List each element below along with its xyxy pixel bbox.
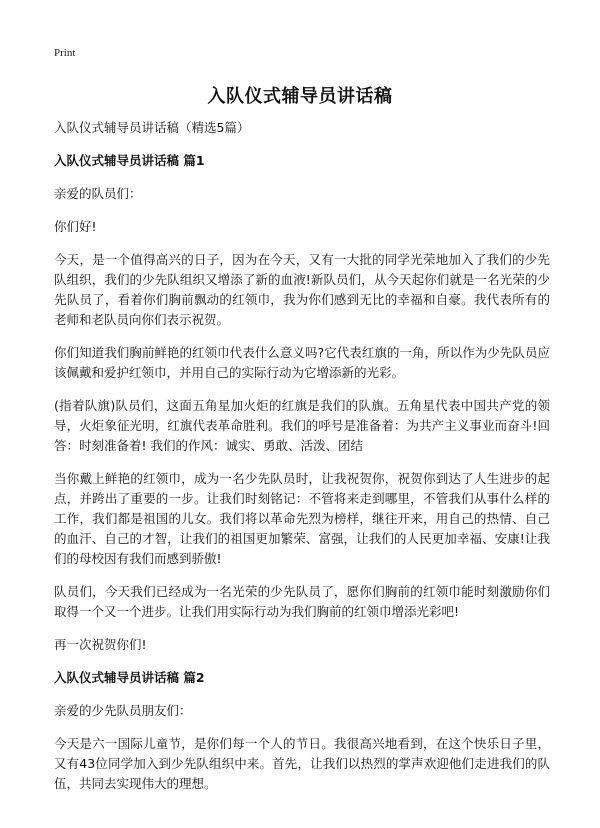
- page-title: 入队仪式辅导员讲话稿: [207, 86, 393, 107]
- section-1-paragraph-3: (指着队旗)队员们，这面五角星加火炬的红旗是我们的队旗。五角星代表中国共产党的领导，火炬象征光明，红旗代表革命胜利。我们的呼号是准备着：为共产主义事业而奋斗!回答：时刻准备着! 我们的作风：诚实、勇敢、活泼、团结: [54, 398, 550, 453]
- section-1-paragraph-hello: 你们好!: [54, 219, 97, 234]
- print-label[interactable]: Print: [54, 47, 76, 59]
- section-1-heading: 入队仪式辅导员讲话稿 篇1: [54, 153, 205, 168]
- section-1-paragraph-5: 队员们，今天我们已经成为一名光荣的少先队员了，愿你们胸前的红领巾能时刻激励你们取得一个又一个进步。让我们用实际行动为我们胸前的红领巾增添光彩吧!: [54, 584, 550, 619]
- section-2-heading: 入队仪式辅导员讲话稿 篇2: [54, 670, 205, 685]
- section-1-paragraph-closing: 再一次祝贺你们!: [54, 637, 147, 652]
- section-2-paragraph-1: 今天是六一国际儿童节，是你们每一个人的节日。我很高兴地看到，在这个快乐日子里，又有43位同学加入到少先队组织中来。首先，让我们以热烈的掌声欢迎他们走进我们的队伍，共同去实现伟大的理想。: [54, 736, 550, 791]
- document-subtitle: 入队仪式辅导员讲话稿（精选5篇）: [54, 120, 250, 135]
- section-1-paragraph-1: 今天，是一个值得高兴的日子，因为在今天，又有一大批的同学光荣地加入了我们的少先队组织，我们的少先队组织又增添了新的血液!新队员们，从今天起你们就是一名光荣的少先队员了，看着你们胸前飘动的红领巾，我为你们感到无比的幸福和自豪。我代表所有的老师和老队员向你们表示祝贺。: [54, 252, 550, 327]
- section-1-paragraph-4: 当你戴上鲜艳的红领巾，成为一名少先队员时，让我祝贺你，祝贺你到达了人生进步的起点，并跨出了重要的一步。让我们时刻铭记：不管将来走到哪里，不管我们从事什么样的工作，我们都是祖国的儿女。我们将以革命先烈为榜样，继往开来，用自己的热情、自己的血汗、自己的才智，让我们的祖国更加繁荣、富强，让我们的人民更加幸福、安康!让我们的母校因有我们而感到骄傲!: [54, 471, 550, 566]
- section-1-paragraph-greeting: 亲爱的队员们：: [54, 186, 142, 201]
- document-body: [54, 118, 550, 807]
- section-2-paragraph-greeting: 亲爱的少先队员朋友们：: [54, 703, 192, 718]
- section-1-paragraph-2: 你们知道我们胸前鲜艳的红领巾代表什么意义吗?它代表红旗的一角，所以作为少先队员应该佩戴和爱护红领巾，并用自己的实际行动为它增添新的光彩。: [54, 345, 550, 380]
